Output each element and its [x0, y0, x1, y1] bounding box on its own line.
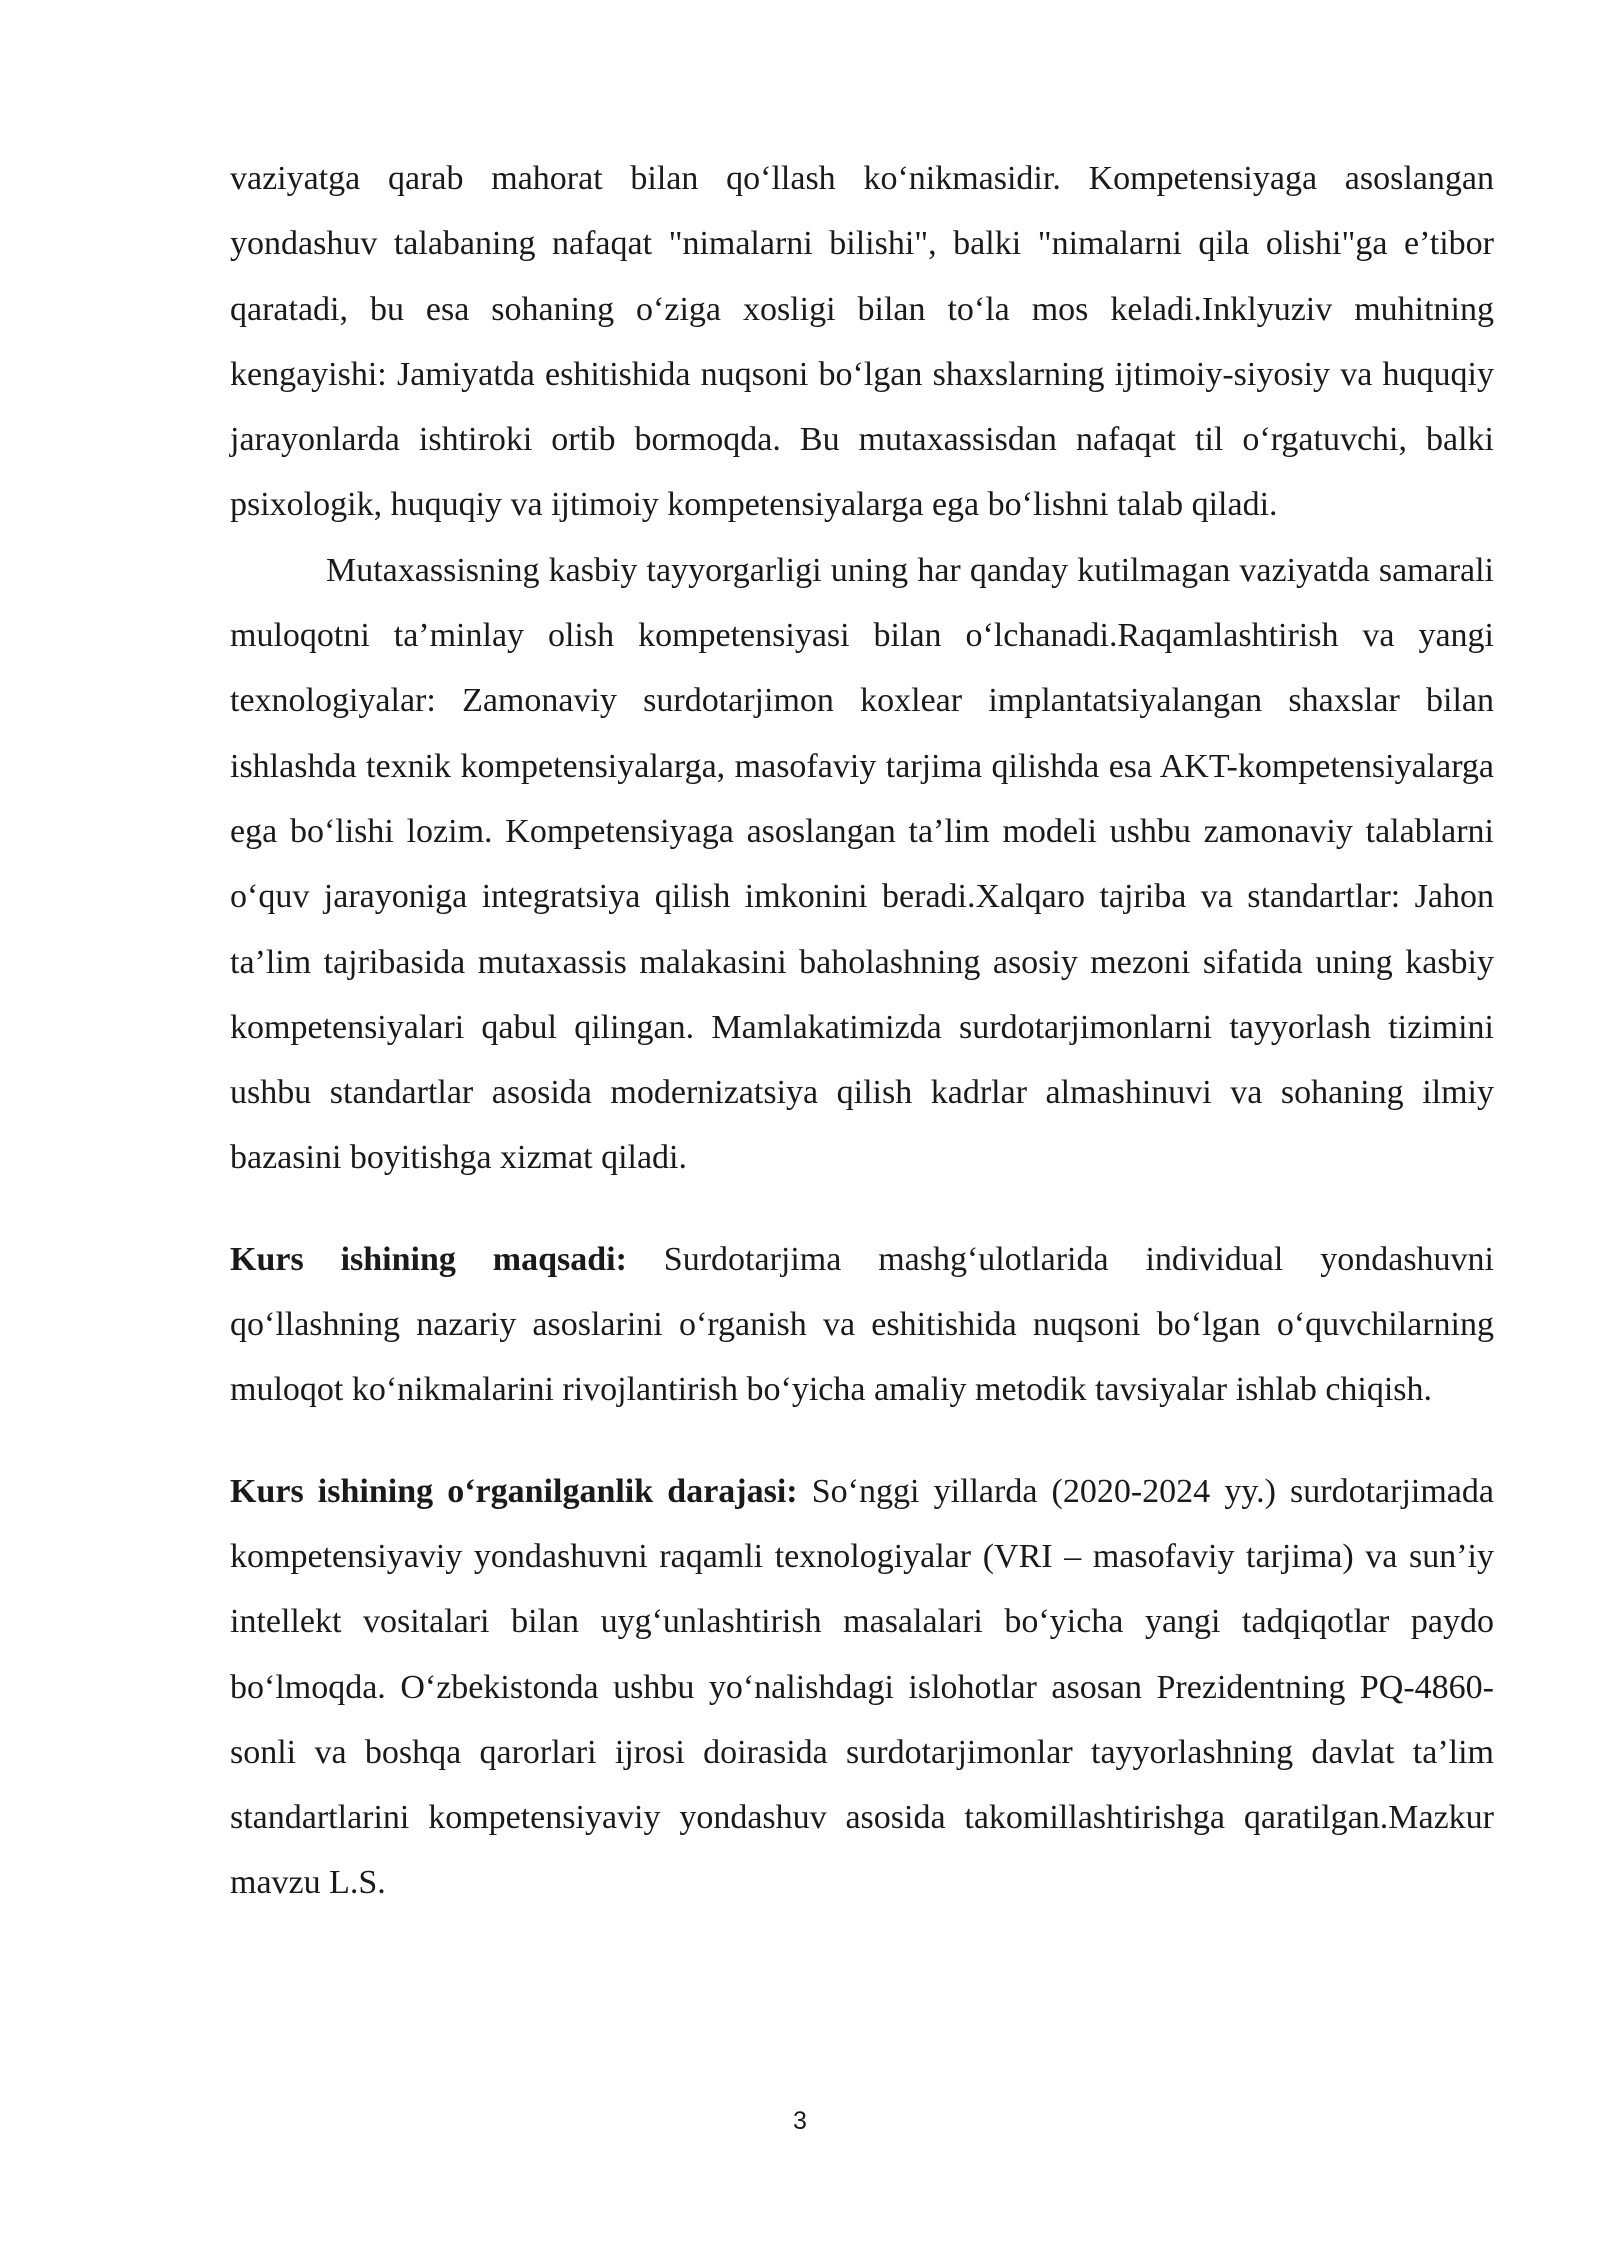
course-aim-text: Surdotarjima mashg‘ulotlarida individual yondashuvni qo‘llashning nazariy asoslarini o‘rganish va eshitishida nuqsoni bo‘lgan o‘quvchilarning muloqot ko‘nikmalarini rivojlantirish bo‘yicha amaliy metodik tavsiyalar ishlab chiqish. — [230, 1240, 1495, 1409]
course-aim-heading: Kurs ishining maqsadi: — [230, 1240, 627, 1278]
paragraph-course-aim — [230, 1227, 1494, 1423]
study-level-text: So‘nggi yillarda (2020-2024 yy.) surdotarjimada kompetensiyaviy yondashuvni raqamli texnologiyalar (VRI – masofaviy tarjima) va sun’iy intellekt vositalari bilan uyg‘unlashtirish masalalari bo‘yicha yangi tadqiqotlar paydo bo‘lmoqda. O‘zbekistonda ushbu yo‘nalishdagi islohotlar asosan Prezidentning PQ-4860-sonli va boshqa qarorlari ijrosi doirasida surdotarjimonlar tayyorlashning davlat ta’lim standartlarini kompetensiyaviy yondashuv asosida takomillashtirishga qaratilgan.Mazkur mavzu L.S. — [230, 1472, 1494, 1902]
paragraph-study-level — [230, 1459, 1494, 1916]
paragraph-professional-training: Mutaxassisning kasbiy tayyorgarligi uning har qanday kutilmagan vaziyatda samarali muloqotni ta’minlay olish kompetensiyasi bilan o‘lchanadi.Raqamlashtirish va yangi texnologiyalar: Zamonaviy surdotarjimon koxlear implantatsiyalangan shaxslar bilan ishlashda texnik kompetensiyalarga, masofaviy tarjima qilishda esa AKT-kompetensiyalarga ega bo‘lishi lozim. Kompetensiyaga asoslangan ta’lim modeli ushbu zamonaviy talablarni o‘quv jarayoniga integratsiya qilish imkonini beradi.Xalqaro tajriba va standartlar: Jahon ta’lim tajribasida mutaxassis malakasini baholashning asosiy mezoni sifatida uning kasbiy kompetensiyalari qabul qilingan. Mamlakatimizda surdotarjimonlarni tayyorlash tizimini ushbu standartlar asosida modernizatsiya qilish kadrlar almashinuvi va sohaning ilmiy bazasini boyitishga xizmat qiladi. — [230, 551, 1494, 1177]
paragraph-competency-approach: vaziyatga qarab mahorat bilan qo‘llash ko‘nikmasidir. Kompetensiyaga asoslangan yondashuv talabaning nafaqat "nimalarni bilishi", balki "nimalarni qila olishi"ga e’tibor qaratadi, bu esa sohaning o‘ziga xosligi bilan to‘la mos keladi.Inklyuziv muhitning kengayishi: Jamiyatda eshitishida nuqsoni bo‘lgan shaxslarning ijtimoiy-siyosiy va huquqiy jarayonlarda ishtiroki ortib bormoqda. Bu mutaxassisdan nafaqat til o‘rgatuvchi, balki psixologik, huquqiy va ijtimoiy kompetensiyalarga ega bo‘lishni talab qiladi. — [230, 160, 1494, 524]
page-body — [230, 146, 1494, 1916]
study-level-heading: Kurs ishining o‘rganilganlik darajasi: — [230, 1472, 798, 1510]
page-number: 3 — [793, 2107, 807, 2135]
